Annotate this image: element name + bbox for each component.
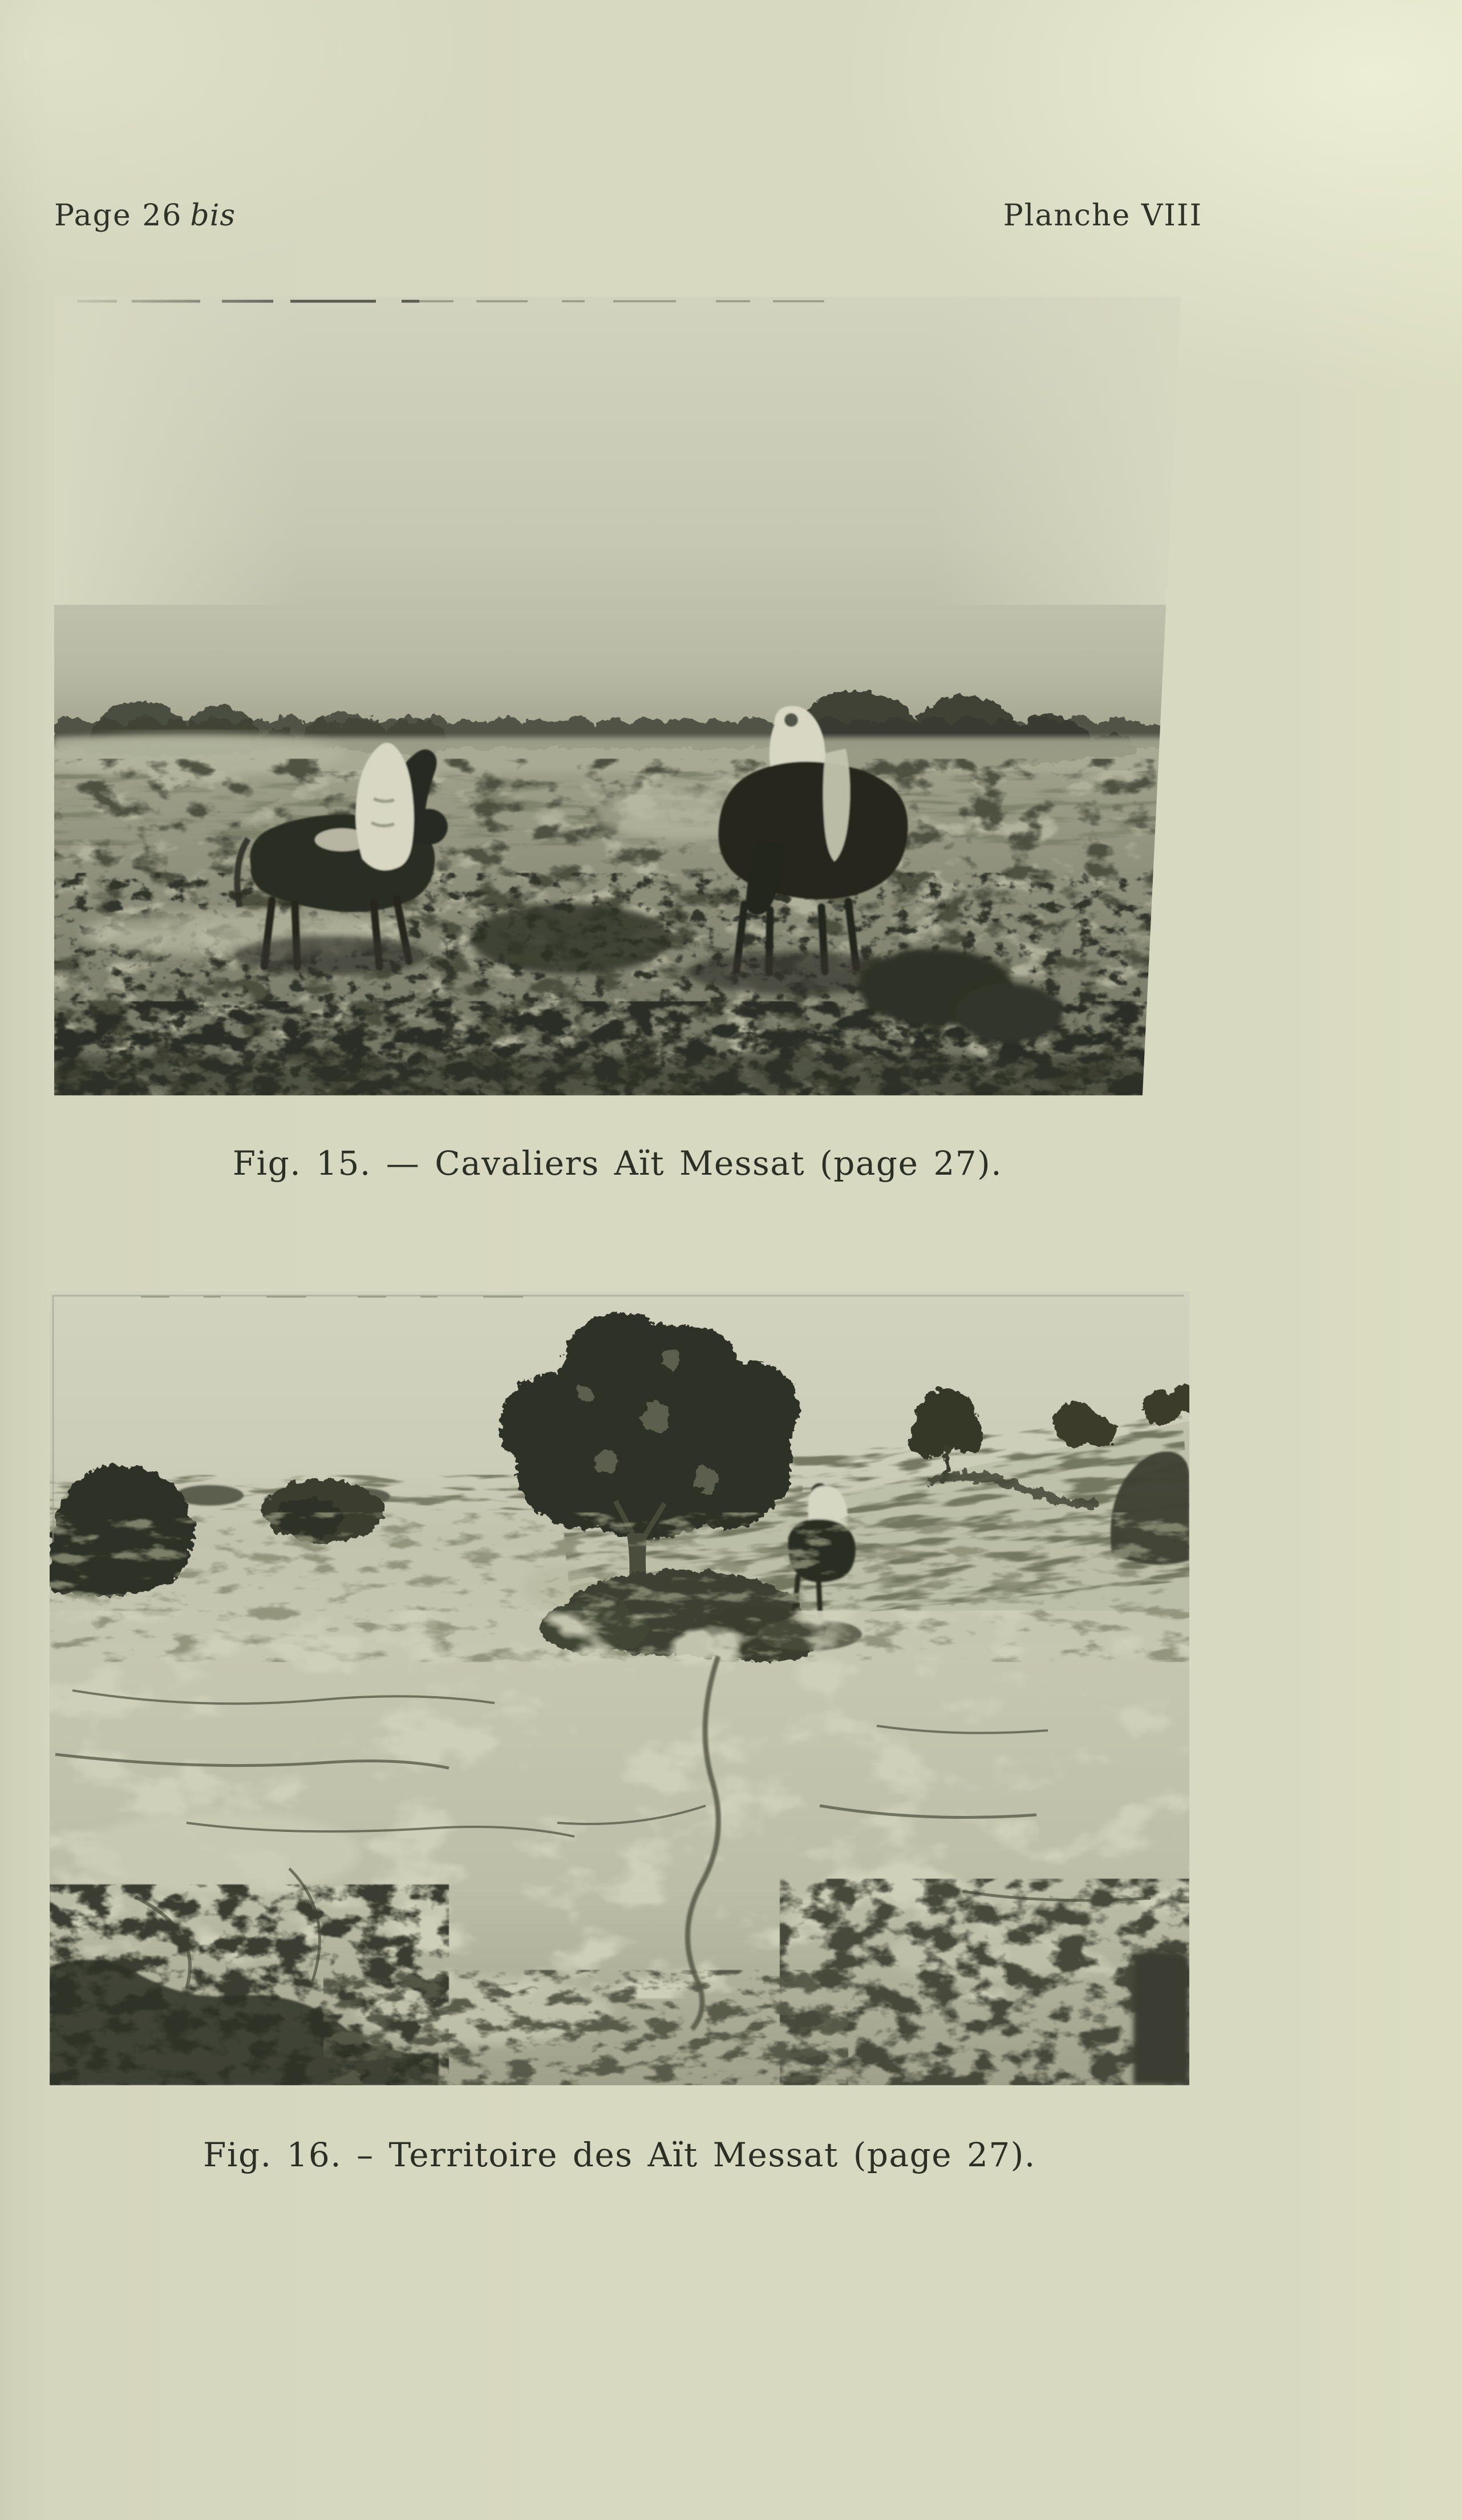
photo2-dark-right-edge (1133, 1950, 1189, 2085)
photo1-bottom-shade (54, 1055, 1181, 1095)
cavaliers-photo-art (54, 297, 1181, 1095)
photo2-pale-slab-left (81, 1812, 361, 1894)
photo1-sky-corner-fade (54, 297, 1181, 605)
photo1-dark-ground-patch (471, 903, 670, 974)
photo1-dark-bush-right2 (955, 983, 1064, 1042)
figure-15-photo (54, 297, 1181, 1095)
horse-right-body (718, 762, 908, 899)
page-number-label (54, 199, 236, 233)
rider-right-head (784, 713, 798, 727)
figure-15-caption: Fig. 15. — Cavaliers Aït Messat (page 27). (232, 1144, 1003, 1183)
photo2-rubble-bottom-center (323, 1970, 848, 2085)
figure-16-photo (50, 1291, 1189, 2085)
territoire-photo-art (50, 1291, 1189, 2085)
horse-left-shadow (234, 936, 428, 975)
page-number-text: Page 26 (54, 199, 183, 233)
plate-label: Planche VIII (1003, 199, 1202, 233)
figure-16-caption: Fig. 16. – Territoire des Aït Messat (page 27). (203, 2135, 1036, 2174)
page-number-bis: bis (190, 199, 236, 233)
